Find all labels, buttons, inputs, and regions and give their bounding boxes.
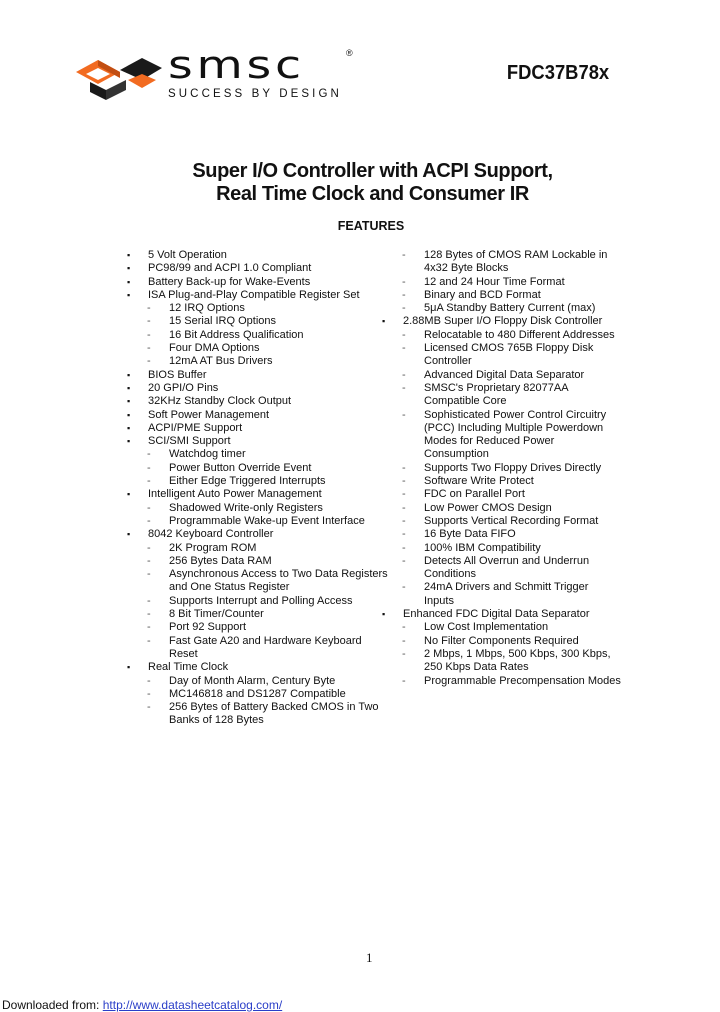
feature-subitem: - Relocatable to 480 Different Addresses: [381, 329, 621, 342]
logo-wordmark: smsc: [168, 43, 305, 87]
feature-item: ▪ ISA Plug-and-Play Compatible Register Set: [126, 289, 388, 302]
page-title-line-2: Real Time Clock and Consumer IR: [216, 183, 529, 205]
feature-subitem: - Supports Vertical Recording Format: [381, 515, 621, 528]
feature-item: ▪ Real Time Clock: [126, 661, 388, 674]
feature-item: ▪ Intelligent Auto Power Management: [126, 488, 388, 501]
smsc-logo-mark-icon: [76, 52, 162, 100]
feature-subitem: - 100% IBM Compatibility: [381, 542, 621, 555]
feature-subitem: - Supports Interrupt and Polling Access: [126, 595, 388, 608]
feature-item: ▪ 5 Volt Operation: [126, 249, 388, 262]
page-title-line-1: Super I/O Controller with ACPI Support,: [192, 160, 553, 182]
feature-subitem: - Low Cost Implementation: [381, 621, 621, 634]
feature-subitem: - MC146818 and DS1287 Compatible: [126, 688, 388, 701]
right-feature-list: [381, 249, 621, 688]
feature-subitem: - SMSC's Proprietary 82077AA Compatible Core: [381, 382, 621, 409]
download-footer: [2, 998, 282, 1012]
feature-subitem: - 16 Byte Data FIFO: [381, 528, 621, 541]
page-number: 1: [366, 950, 373, 965]
feature-subitem: - 256 Bytes of Battery Backed CMOS in Two Banks of 128 Bytes: [126, 701, 388, 728]
feature-subitem: - 15 Serial IRQ Options: [126, 315, 388, 328]
feature-subitem: - Low Power CMOS Design: [381, 502, 621, 515]
smsc-logo: [76, 43, 366, 104]
feature-subitem: - Software Write Protect: [381, 475, 621, 488]
feature-subitem: - Asynchronous Access to Two Data Registers and One Status Register: [126, 568, 388, 595]
feature-subitem: - Supports Two Floppy Drives Directly: [381, 462, 621, 475]
feature-subitem: - Programmable Wake-up Event Interface: [126, 515, 388, 528]
features-right-column: [381, 249, 621, 688]
logo-tagline: SUCCESS BY DESIGN: [168, 88, 342, 100]
feature-subitem: - 12mA AT Bus Drivers: [126, 355, 388, 368]
features-heading: FEATURES: [337, 219, 405, 233]
features-left-column: [126, 249, 388, 728]
feature-subitem: - 128 Bytes of CMOS RAM Lockable in 4x32 Byte Blocks: [381, 249, 621, 276]
feature-item: ▪ Enhanced FDC Digital Data Separator: [381, 608, 621, 621]
feature-subitem: - 24mA Drivers and Schmitt Trigger Inputs: [381, 581, 621, 608]
feature-subitem: - Either Edge Triggered Interrupts: [126, 475, 388, 488]
feature-item: ▪ PC98/99 and ACPI 1.0 Compliant: [126, 262, 388, 275]
footer-link[interactable]: http://www.datasheetcatalog.com/: [102, 998, 283, 1012]
feature-subitem: - Power Button Override Event: [126, 462, 388, 475]
feature-subitem: - Sophisticated Power Control Circuitry (PCC) Including Multiple Powerdown Modes for Reduced Power Consumption: [381, 409, 621, 462]
feature-item: ▪ 2.88MB Super I/O Floppy Disk Controller: [381, 315, 621, 328]
feature-subitem: - 256 Bytes Data RAM: [126, 555, 388, 568]
left-feature-list: [126, 249, 388, 728]
feature-subitem: - 2K Program ROM: [126, 542, 388, 555]
feature-subitem: - 2 Mbps, 1 Mbps, 500 Kbps, 300 Kbps, 250 Kbps Data Rates: [381, 648, 621, 675]
feature-subitem: - 16 Bit Address Qualification: [126, 329, 388, 342]
part-number: FDC37B78x: [506, 62, 610, 84]
feature-subitem: - 12 and 24 Hour Time Format: [381, 276, 621, 289]
feature-subitem: - Port 92 Support: [126, 621, 388, 634]
feature-item: ▪ SCI/SMI Support: [126, 435, 388, 448]
feature-subitem: - Licensed CMOS 765B Floppy Disk Controller: [381, 342, 621, 369]
feature-subitem: - Advanced Digital Data Separator: [381, 369, 621, 382]
feature-item: ▪ 8042 Keyboard Controller: [126, 528, 388, 541]
feature-subitem: - 8 Bit Timer/Counter: [126, 608, 388, 621]
logo-registered-mark: ®: [346, 48, 353, 58]
feature-subitem: - Watchdog timer: [126, 448, 388, 461]
feature-subitem: - Shadowed Write-only Registers: [126, 502, 388, 515]
footer-label: Downloaded from:: [2, 998, 100, 1012]
feature-subitem: - 5μA Standby Battery Current (max): [381, 302, 621, 315]
feature-item: ▪ Battery Back-up for Wake-Events: [126, 276, 388, 289]
feature-subitem: - FDC on Parallel Port: [381, 488, 621, 501]
feature-subitem: - 12 IRQ Options: [126, 302, 388, 315]
feature-item: ▪ Soft Power Management: [126, 409, 388, 422]
feature-subitem: - Day of Month Alarm, Century Byte: [126, 675, 388, 688]
feature-subitem: - Binary and BCD Format: [381, 289, 621, 302]
feature-subitem: - Programmable Precompensation Modes: [381, 675, 621, 688]
feature-item: ▪ ACPI/PME Support: [126, 422, 388, 435]
feature-item: ▪ BIOS Buffer: [126, 369, 388, 382]
feature-item: ▪ 32KHz Standby Clock Output: [126, 395, 388, 408]
feature-item: ▪ 20 GPI/O Pins: [126, 382, 388, 395]
feature-subitem: - Four DMA Options: [126, 342, 388, 355]
feature-subitem: - Fast Gate A20 and Hardware Keyboard Reset: [126, 635, 388, 662]
feature-subitem: - Detects All Overrun and Underrun Conditions: [381, 555, 621, 582]
feature-subitem: - No Filter Components Required: [381, 635, 621, 648]
